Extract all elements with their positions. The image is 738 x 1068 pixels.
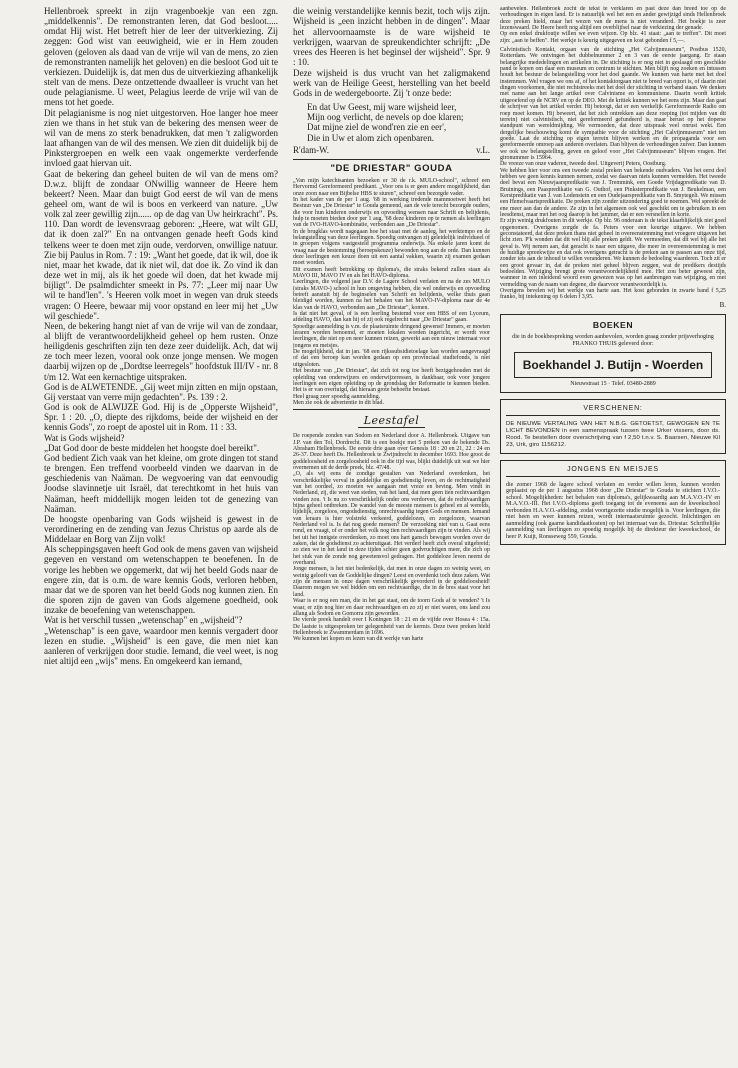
text-paragraph: God is ook de ALWIJZE God. Hij is de „Opperste Wijsheid", Spr. 1 : 20. „O, diepte des rijkdoms, beide der wijsheid en der kennis Gods", zo roept de apostel uit in Rom. 11 : 33. xyxy=(44,402,278,433)
ad-boeken xyxy=(500,314,726,393)
text-paragraph: Het bestuur van „De Driestar", dat zich tot nog toe heeft beziggehouden met de opleiding van onderwijzers en onderwijzeressen, is dankbaar, ook voor jongere leerlingen een eigen opleiding op de grondslag der Reformatie te kunnen bieden. Het is er van overtuigd, dat hieraan grote behoefte bestaat. xyxy=(293,368,490,394)
text-paragraph: „O, als wij eens de zondige gestalten van Nederland overdenken, het verschrikkelijke verval in goddelijke en godsdienstig leven, en de rechtmatigheid van het oordeel, zo moeten we aangaan met vreze en beving. Men vindt in Nederland, zij, die weet van steden, van het land, dat men geen tien rechtvaardigen vinden zou. 't Is nu zo verschrikkelijk onder ons verdorven, dat de rechtvaardigen bijna geheel ontbreken. De wandel van de meeste mensen is geheel en al werelds, lijdelijk, zorgeloos, ongodsdienstig, onrechtvaardig tegen Gods en mensen. Iemand van leraars is hier volstrekt verkeerd, goddelozen, en zorgelozen, waarvan Nederland vol is. Is dat nog goede mensen? De verzoeking niet van u. Gaat eens rond, en vraagt, of er onder het volk nog tien rechtvaardigen zijn te vinden. Als wij het uit het innigste overdenken, zo moet ons hart gansch bewogen worden over de zaken, dat de godsdienst zo achteruitgaat. Het verderf heeft zich overal uitgebreid; zo zien we in het land in deze tijden schier geen godvruchtigen meer, die zich op het stuk van de zonde nog gewetensvol gedragen. Het goddeloze leven neemt de overhand. xyxy=(293,471,490,567)
ad-jongens-en-meisjes xyxy=(500,460,726,546)
signature-initial: B. xyxy=(719,300,726,309)
text-paragraph: Gaat de bekering dan geheel buiten de wil van de mens om? D.w.z. blijft de zondaar ONwillig wanneer de Heere hem bekeert? Neen. Maar dan buigt God eerst de wil van de mens geheel om, want de wil is boos en verkeerd van nature. „Uw volk zal zeer gewillig zijn...... op de dag van Uw heirkracht". Ps. 110. Dan wordt de levensvraag geboren: „Heere, wat wilt GIJ, dat ik doen zal?" En na ontvangen genade heeft Gods kind telkens weer te doen met zijn oude, verdorven, onwillige natuur. Zie bij Paulus in Rom. 7 : 19: „Want het goede, dat ik wil, doe ik niet, maar het kwade, dat ik niet wil, dat doe ik. Zo vind ik dan deze wet in mij, als ik het goede wil doen, dat het kwade mij bijligt". De psalmdichter smeekt in Ps. 77: „Leer mij naar Uw wil te hand'len". 's Heeren volk moet in wegen van druk steeds vragen: O Heere, bewaar mij voor opstand en leer mij het „Uw wil geschiede". xyxy=(44,168,278,321)
text-paragraph: Calvinistisch Kontakt, orgaan van de stichting „Het Calvijnmuseum", Postbus 1520, Rotterdam. We ontvingen het dubbelnummer 2 en 3 van de eerste jaargang. Er staan belangrijke mededelingen en artikelen in. De stichting is er nog niet in geslaagd om geschikte pand te kopen om daar een museum en centrum te stichten. Men blijft nog zoeken en intussen houdt het bestuur de belangstelling voor het doel gaande. We kunnen van harte met het doel instemmen. Wel vragen we ons af, of het kontaktorgaan niet te breed van opzet is, of daarin niet dingen voorkomen, die niet rechtstreeks met het doel der stichting in verband staan. We denken met name aan het lange artikel over Calvinisme en kommunisme. Daarin wordt kritiek uitgeoefend op de NCRV en op de DEO. Met de kritiek kunnen we het eens zijn. Maar dan gaat de schrijver van het artikel verder. Hij betoogt, dat er een werkelijk Gereformeerde Radio om roep moet komen. Hij beweert, dat het zich ontrekken aan deze roeping (tot mijden van dit terrein) niet calvinistisch, niet gereformeerd gefundeerd is, maar berust op het doperse standpunt van wereldmijding. We vermoeden, dat deze uitspraak veel onrust wekt. Een dergelijke beschouwing komt de sympathie voor de stichting „Het Calvijnmuseum" niet ten goede. Laat de stichting op eigen terrein blijven werken en de propaganda voor een gereformeerde omroep aan anderen overlaten. Dan blijven de verhoudingen zuiver. Dan kunnen we ook uw belangstelling, geven en geloof voor „Het Calvijnmuseum" blijven vragen. Het gironummer is 15964. xyxy=(500,47,726,161)
column-left xyxy=(44,6,278,1061)
ad-boeken-title: BOEKEN xyxy=(592,319,634,330)
text-paragraph: Neen, de bekering hangt niet af van de vrije wil van de zondaar, al blijft de verantwoordelijkheid geheel op hem rusten. Onze heiligdenis geschriften zijn ten deze zeer duidelijk. Ach, dat wij ze toch meer lezen, vooral ook onze jonge mensen. We mogen daarbij wijzen op de „Dordtse leerregels" hoofdstuk III/IV - nr. 8 t/m 12. Wat een kernachtige uitspraken. xyxy=(44,320,278,382)
article-signature xyxy=(293,145,490,155)
ad-boeken-shop: Boekhandel J. Butijn - Woerden xyxy=(514,352,712,378)
article-title: "DE DRIESTAR" GOUDA xyxy=(330,162,453,174)
text-paragraph: Leerlingen, die volgend jaar D.V. de Lagere School verlaten en na de zes MULO (straks MAVO-) school in hun omgeving hebben, die wel onderwijs en opvoeding betreft aanstuit bij de beginselen van Schrift en belijdenis, welke thuis gaan bleidigd worden, kunnen na het behalen van het MAVO-IV-diploma naar de 4e klas van de HAVO, verbonden aan „De Driestar", komen. xyxy=(293,279,490,311)
column-middle xyxy=(293,6,490,1061)
text-paragraph: God bedient Zich vaak van het kleine, om grote dingen tot stand te brengen. Een treffend voorbeeld vinden we daarvan in de geschiedenis van Naäman. De wegvoering van dat eenvoudig Joodse slavinnetje uit Israël, dat terechtkomt in het huis van Naäman, heeft middellijk mogen leiden tot de genezing van Naäman. xyxy=(44,452,278,514)
text-paragraph: De mogelijkheid, dat in jan. '68 een rijkssubsidietoelage kan worden aangevraagd of dat een beroep kan worden gedaan op een provinciaal studiefonds, is niet uitgesloten. xyxy=(293,349,490,368)
section-title-leestafel xyxy=(293,414,490,428)
signature-place: R'dam-W. xyxy=(293,144,330,155)
divider xyxy=(293,409,490,410)
poem-line: Mijn oog verlicht, de nevels op doe klaren; xyxy=(307,111,464,122)
leestafel-title: Leestafel xyxy=(358,414,426,428)
review-calvinistisch-kontakt xyxy=(500,47,726,301)
text-paragraph: God is de ALWETENDE. „Gij weet mijn zitten en mijn opstaan, Gij verstaat van verre mijn gedachten". Ps. 139 : 2. xyxy=(44,381,278,402)
poem-quote xyxy=(307,102,490,143)
poem-line: En dat Uw Geest, mij ware wijsheid leer, xyxy=(307,101,457,112)
text-paragraph: Waar is er nog een man, die in het gat staat, om de toorn Gods af te wenden? 't Is waar, er zijn nog hier en daar rechtvaardigen en zo zij er niet waren, ons land zou allang als Sodom en Gomorra zijn geworden. xyxy=(293,598,490,617)
ad-jongens-text: die zomer 1968 de lagere school verlaten en verder willen leren, kunnen worden geplaatst op de per 1 augustus 1968 door „De Driestar" te Gouda te stichten I.V.O.-school. Mogelijkheden: het behalen van diploma's, gelijkwaardig aan M.A.V.O.-IV en M.A.V.O.-III. Het I.V.O.-diploma geeft toegang tot de eveneens aan de kweekschool verbonden H.A.V.O.-afdeling, zodat voortgezette studie mogelijk is. Voor leerlingen, die niet heen en weer kunnen reizen, wordt internaatsruimte gezocht. Inlichtingen en aanmelding (ook gaarne kandidaatkosten) op het internaat van ds. Driestar. Schriftelijke aanmelding van leerlingen zo spoedig mogelijk bij de direkteur der kweekschool, de heer P. Kuijt, Ronsseweg 559, Gouda. xyxy=(506,481,720,540)
text-paragraph: Overigens bevelen wij het werkje van harte aan. Het kost gebonden in zwarte band f 5,25 franko, bij intekening op 6 delen f 3,95. xyxy=(500,288,726,301)
article-continuation xyxy=(293,6,490,99)
text-paragraph: „Dat God door de beste middelen het hoogste doel bereikt". xyxy=(44,442,260,453)
article-driestar xyxy=(293,178,490,406)
text-paragraph: Wat is Gods wijsheid? xyxy=(44,432,125,443)
divider xyxy=(293,159,490,160)
text-paragraph: „Wetenschap" is een gave, waardoor men kennis vergadert door lezen en studie. „Wijsheid" is een gave, die men niet kan aanleren of verkrijgen door studie. Iemand, die veel weet, is nog niet altijd een „wijs" mens. En omgekeerd kan iemand, xyxy=(44,625,278,666)
text-paragraph: Heel graag zeer spoedig aanmelding. xyxy=(293,393,381,400)
review-continuation xyxy=(500,6,726,44)
text-paragraph: Deze wijsheid is dus vrucht van het zaligmakend werk van de Heilige Geest, herstelling van het beeld Gods in de wedergeboorte. Zij 't onze bede: xyxy=(293,67,490,99)
text-paragraph: Jonge mensen, is het niet bedenkelijk, dat men in onze dagen zo weinig weet, en weinig gelooft van de Goddelijke dingen? Leest en overdenkt toch deze zaken. Wat zijn de mensen in onze dagen verschrikkelijk gevorderd in de goddeloosheid! Daarom mogen we wel bidden om een rechtvaardige, die in de bres staat voor het land. xyxy=(293,566,490,598)
ad-boeken-text: die in de boekbespreking worden aanbevolen, worden graag zonder prijsverhoging FRANKO THUIS geleverd door: xyxy=(512,333,714,347)
text-paragraph: Wat is het verschil tussen „wetenschap" en „wijsheid"? xyxy=(44,615,243,626)
review-signature xyxy=(500,302,726,309)
text-paragraph: De hoogste openbaring van Gods wijsheid is gewest in de verordinering en de zending van Jezus Christus op aarde als de Middelaar en Borg van Zijn volk! xyxy=(44,513,278,545)
text-paragraph: In de brugklas wordt nagegaan hoe het staat met de aanleg, het werktempo en de belangstelling van deze leerlingen. Spoedig ontvangen zij geleidelijk individueel of in groepen volgens vastgesteld programma onderwijs. Na enkele jaren komt de vraag naar de bestemming (beroepskeuze) bewonden nog aan de orde. Dan kunnen deze leerlingen een keuze doen uit een aantal vakken, waarin zij examen gedaan moet worden. xyxy=(293,228,490,267)
ad-verschenen-title: VERSCHENEN: xyxy=(506,405,720,416)
text-paragraph: „Van mijn katechisanten bezoeken er 30 de r.k. MULO-school", schreef een Hervormd Gereformeerd predikant. „Voor ons is er geen andere mogelijkheid, dan onze zoon naar een Bijbelse HBS te sturen", schreef een bezorgde vader. xyxy=(293,177,490,197)
text-paragraph: Hellenbroek spreekt in zijn vragenboekje van een zgn. „middelkennis". De remonstranten leren, dat God besloot..... omdat Hij wist. Het betreft hier de leer der uitverkiezing. Zij zeggen: God wist van eeuwigheid, wie er in Hem zouden geloven (geloven als daad van de vrije wil van de mens, zo zien de remonstranten namelijk het geloven) en die besloot God uit te verkiezen. Duidelijk is, dat men dus de uitverkiezing afhankelijk stelt van de mens. Deze ontzettende dwaalleer is vrucht van het oude pelagianisme. U weet, Pelagius leerde de vrije wil van de mens tot het goede. xyxy=(44,6,278,108)
text-paragraph: Spoedige aanmelding is v.m. de plaatsruimte dringend gewenst! Immers, er moeten leraren worden benoemd, er moeten lokalen worden ingericht, er wordt voor leerlingen, die niet op en neer kunnen reizen, gewerkt aan een nieuw internaat voor jongens en meisjes. xyxy=(293,323,490,349)
text-paragraph: Is dat niet het geval, of is een leerling bestemd voor een HBS of een Lyceum, afdeling HAVO, dan kan hij of zij ook regelrecht naar „De Driestar" gaan. xyxy=(293,311,490,324)
text-paragraph: Op een enkel drukfoutje willen we even wijzen. Op blz. 41 staat: „aan te treffen". Dit moet zijn: „aan te beffen". Het werkje is keurig uitgegeven en kost gebonden f 5,—. xyxy=(500,31,726,44)
column-right xyxy=(500,6,726,1061)
ad-jongens-title: JONGENS EN MEISJES xyxy=(506,466,720,477)
ad-boeken-address: Nieuwstraat 15 · Telef. 03480-2889 xyxy=(570,381,656,388)
text-paragraph: Als scheppingsgaven heeft God ook de mens gaven van wijsheid gegeven en verstand om wetenschappen te beoefenen. In de vorige les hebben we opgemerkt, dat wij het beeld Gods naar de engere zin, dat is o.m. de ware kennis Gods, verloren hebben, maar dat we de sporen van het beeld Gods nog kunnen zien. En die sporen zijn de gaven van Gods algemene goedheid, ook inzake de beoefening van wetenschappen. xyxy=(44,544,278,616)
poem-line: Dat mijne ziel de wond'ren zie en eer', xyxy=(307,122,447,133)
text-paragraph: We kunnen het kopen en lezen van dit werkje van harte xyxy=(293,636,424,643)
signature-initials: v.L. xyxy=(476,144,490,155)
text-paragraph: Dit examen heeft betrekking op diploma's, die straks bekend zullen staan als MAVO III, MAVO IV en als het HAVO-diploma. xyxy=(293,266,490,280)
text-paragraph: die weinig verstandelijke kennis bezit, toch wijs zijn. Wijsheid is „een inzicht hebben in de dingen". Maar het allervoornaamste is de ware wijsheid te verkrijgen, waarvan de spreukendichter schrijft: „De vrees des Heeren is het beginsel der wijsheid". Spr. 9 : 10. xyxy=(293,6,490,68)
text-paragraph: De roepende zonden van Sodom en Nederland door A. Hellenbroek. Uitgave van J.P. van den Tol, Dordrecht. Dit is een boekje met 5 preken van de bekende Ds. Abraham Hellenbroek. De eerste drie gaan over Genesis 18 : 20 en 21, 22 : 24 en 26-37. Deze heeft Ds. Hellenbroek te Zwijndrecht in december 1693. Hoe groot de goddeloosheid en zorgeloosheid ook in die tijd was, blijkt duidelijk uit wat we hier overnemen uit de derde preek, blz. 47/48. xyxy=(293,433,490,471)
ad-verschenen xyxy=(500,399,726,454)
poem-line: Die in Uw et alom zich openbaren. xyxy=(307,132,435,143)
text-paragraph: De vierde preek handelt over I Koningen 18 : 21 en de vijfde over Hosea 4 : 15a. De laatste is uitgesproken ter gelegenheid van de kermis. Deze twee preken hield Hellenbroek te Zwammerdam in 1696. xyxy=(293,617,490,636)
book-reviews xyxy=(293,433,490,642)
ad-verschenen-text: DE NIEUWE VERTALING VAN HET N.B.G. GETOETST, GEWOGEN EN TE LICHT BEVONDEN in een samenspraak tussen twee Urker vissers, door ds. Rood. Te bestellen door overschrijving van f 2,50 t.n.v. S. Baarsen, Nieuwe Kil 23, Urk, giro 1156212. xyxy=(506,421,720,448)
text-paragraph: We hebben hier voor ons een tweede zestal preken van bekende oudvaders. Van het eerst deel hebben we geen kennis kunnen nemen, zodat we daarvan niets kunnen vermelden. Het tweede deel bevat een Nieuwjaarspredikatie van J. Tremmink, een Goede Vrijdagpredikatie van D. Bruinings, een Paaspredikatie van G. Outhof, een Pinksterpredikatie van J. Beukelman, een Kerstpredikatie van J. van Lodenstein en een Oudejaarspredikatie van B. Smytegelt. We missen een Hemelvaartspredikatie. De preken zijn zonder uitzondering goed te noemen. Wel spreekt de ene meer aan dan de andere. Ze zijn in het algemeen ook wel geschikt om te gebruiken in een leesdienst, maar met het oog daarop is het jammer, dat er een versnellen in korte. xyxy=(500,167,726,218)
text-paragraph: Er zijn weinig drukfouten in dit werkje. Op blz. 96 onderaan is de tekst klaarblijkelijk niet goed opgenomen. Overigens zorgde de fa. Peters voor een keurige uitgave. We hebben geconstateerd, dat deze preken thans niet geheel in overeenstemming met vroegere uitgaven het licht zien. P'k wonden dat dit wel blij alle preken geldt. We vermoeden, dat dit wel bij alle het geval is. Wij nemen aan, dat geracht is naar een uitgave, die meer in overeenstemming is met de huidige spreekwijze en dat ook overigens getracht is de preken aan te passen aan onze tijd, zonder iets aan de inhoud te willen veranderen. We kunnen de bedoeling waarderen. Toch zit er een groot gevaar in, dat de preken niet geheel blijven zeggen, wat de predikers destijds bedoelden. Wijziging brengt grote verantwoordelijkheid mee. Het zou beter geweest zijn, wanneer in een inleidend woord even gewezen was op het aanbrengen van wijziging, en met vermelding van de naam van degene, die daarvoor verantwoordelijk is. xyxy=(500,218,726,288)
text-paragraph: aanbevelen. Hellenbroek zocht de tekst te verklaren en past deze dan breed toe op de verhoudingen in eigen land. Er is natuurlijk wel het een en ander gewijzigd sinds Hellenbroek deze preken hield, maar het wezen van de mens is niet veranderd. Het boekje is zeer lezenswaard. De Heere heeft nog altijd een overblijfsel naar de verkiezing der genade. xyxy=(500,6,726,32)
text-paragraph: De vreeze van onze vaderen, tweede deel. Uitgeverij Peters, Oostburg. xyxy=(500,161,667,168)
text-paragraph: Dit pelagianisme is nog niet uitgestorven. Hoe langer hoe meer zien we thans in het stuk van de bekering des mensen weer de wil van de mens zo sterk benadrukken, dat men 't zaligworden laat afhangen van de wil des mensen. We zien dit duidelijk bij de Pinkstergroepen en welk een vaak ongemerkte verderfende invloed gaat hiervan uit. xyxy=(44,107,278,169)
text-paragraph: In het kader van de per 1 aug. '68 in werking tredende mammoetwet heeft het Bestuur van „De Driestar" te Gouda gemeend, aan de vele terecht bezorgde ouders, die voor hun kinderen onderwijs en opvoeding wensen naar Schrift en belijdenis, hulp te moeten bieden door per 1 aug. '68 deze kinderen op te nemen als leerlingen van de IVO-HAVO-kombinatie, verbonden aan „De Driestar". xyxy=(293,196,490,229)
text-paragraph: Men zie ook de advertentie in dit blad. xyxy=(293,399,384,406)
